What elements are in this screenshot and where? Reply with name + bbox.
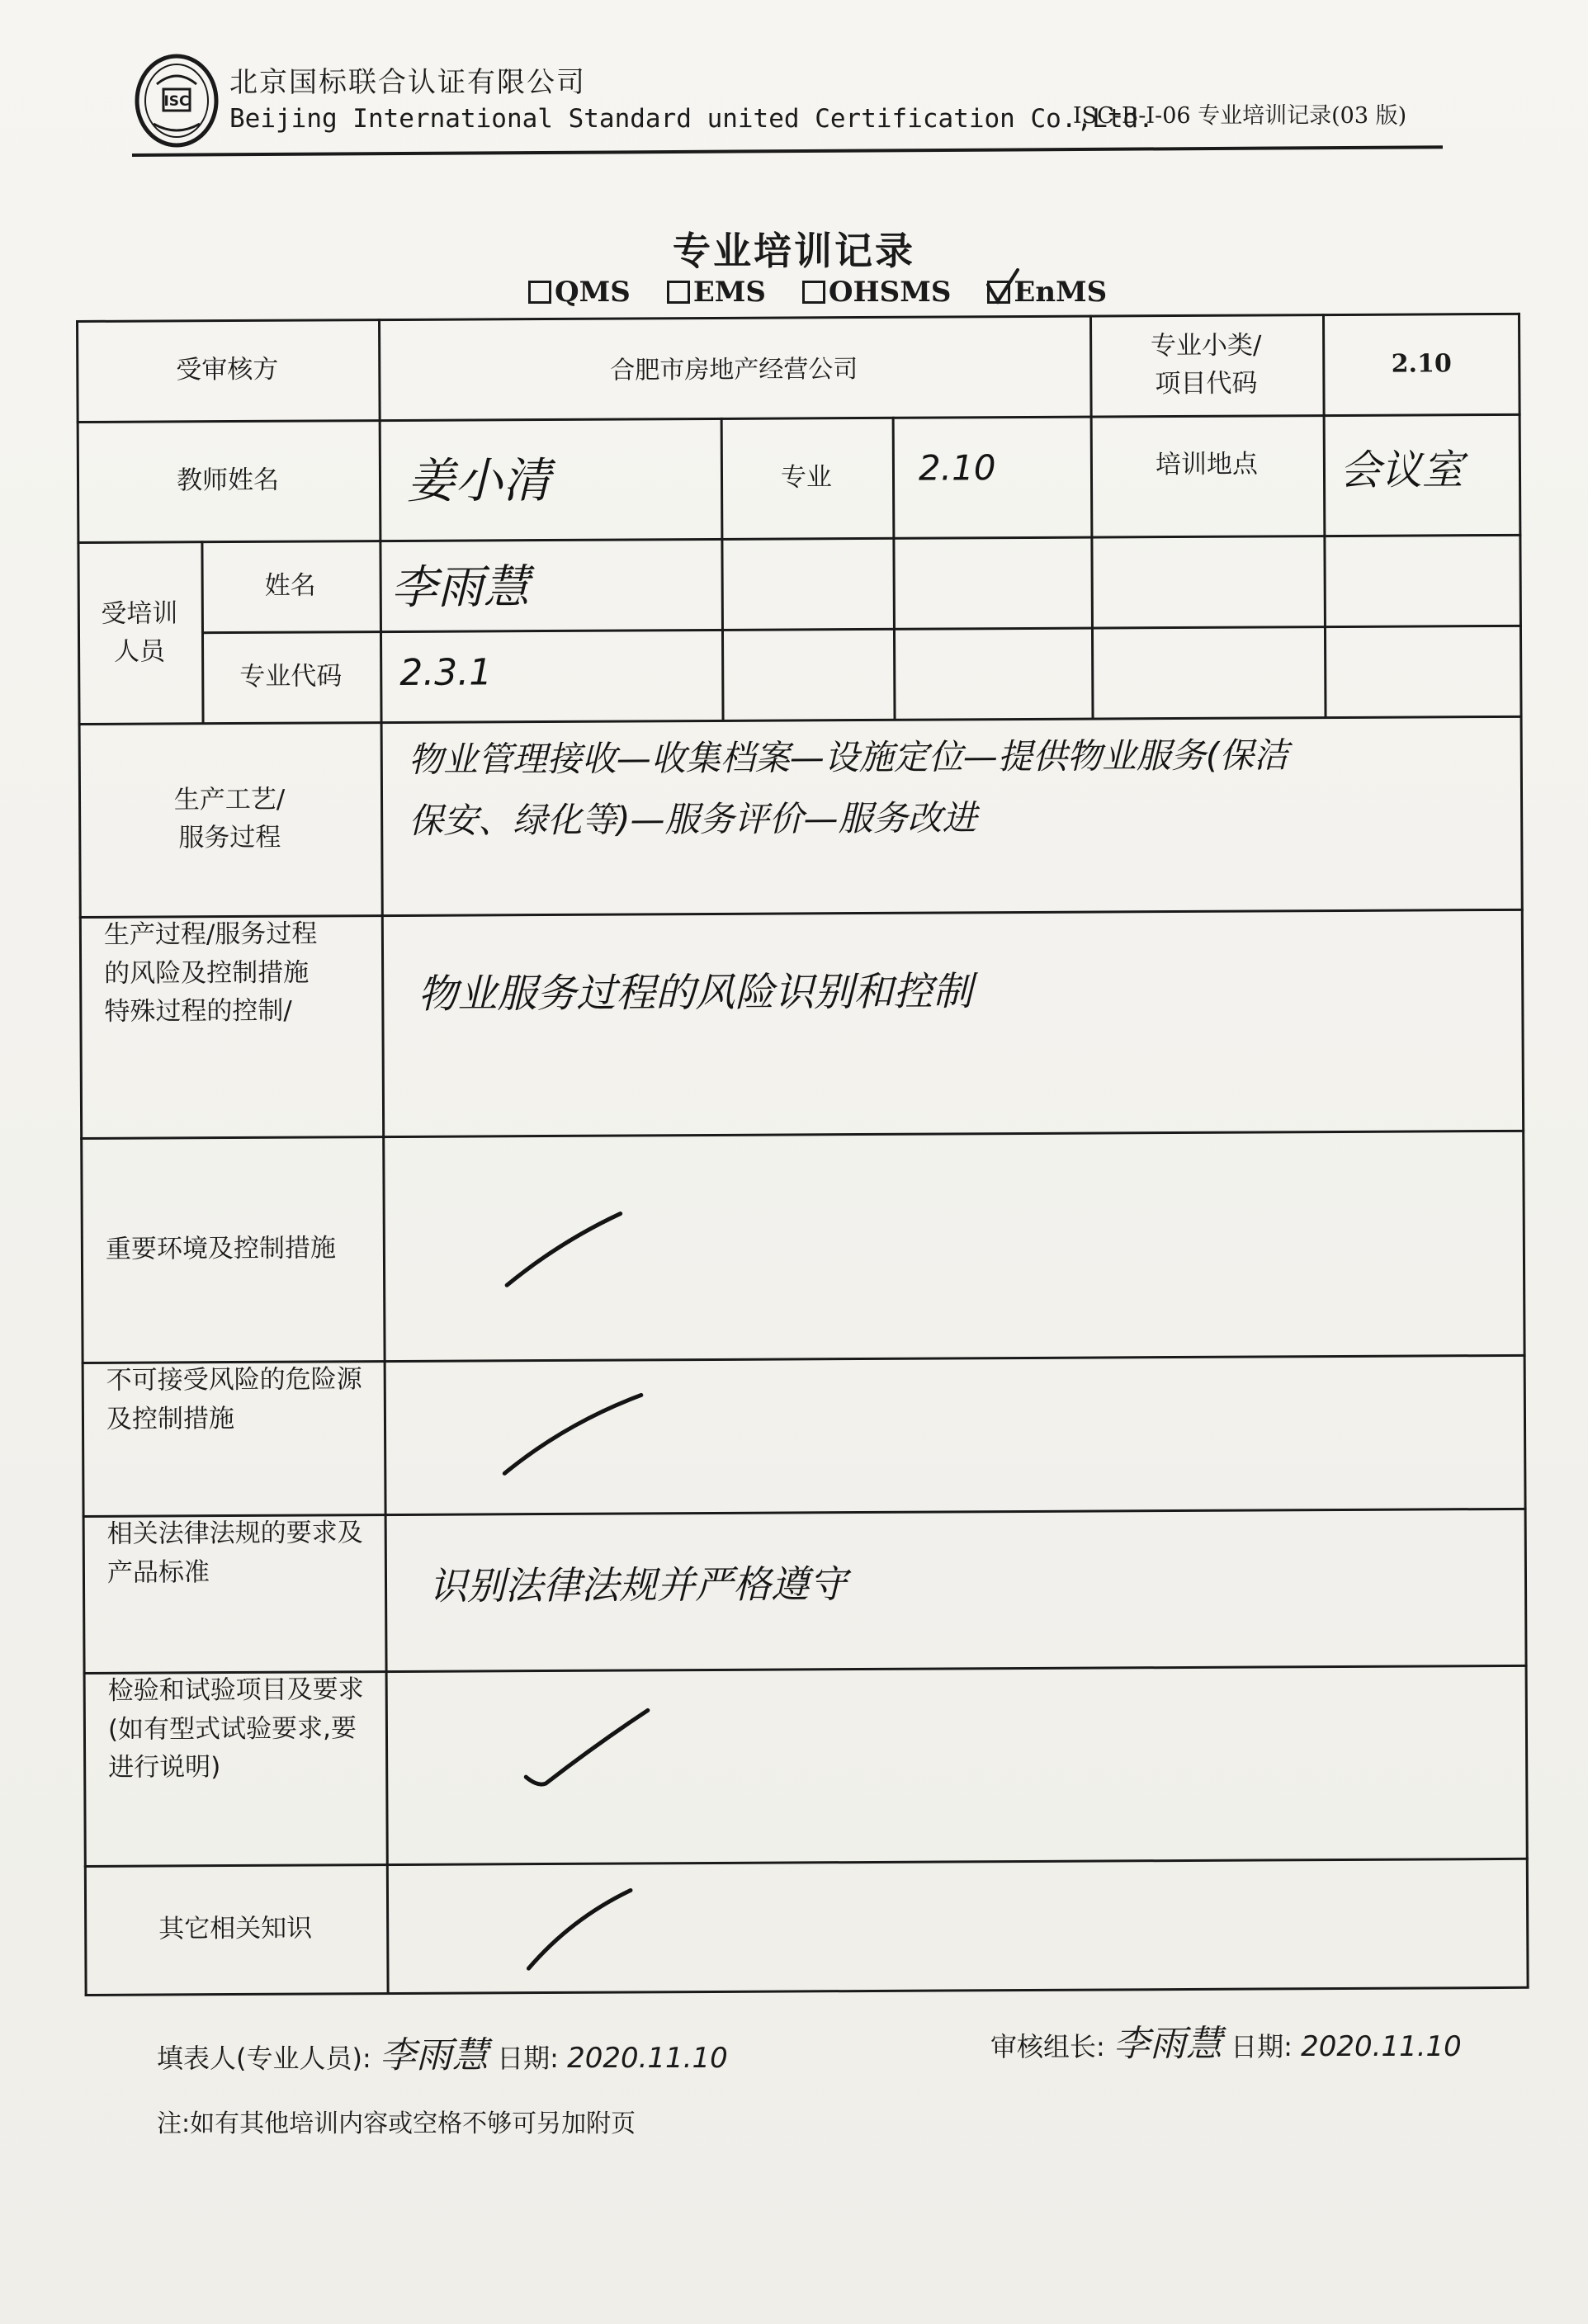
other-knowledge-label: 其它相关知识 [158, 1913, 313, 1944]
hazard-label: 不可接受风险的危险源 及控制措施 [106, 1364, 362, 1434]
location-label: 培训地点 [1155, 449, 1259, 479]
footnote: 注:如有其他培训内容或空格不够可另加附页 [157, 2109, 636, 2138]
process-value-line1: 物业管理接收—收集档案—设施定位—提供物业服务(保洁 [408, 735, 1289, 780]
filler-label: 填表人(专业人员): [157, 2043, 371, 2074]
not-applicable-slash-icon [502, 1209, 626, 1292]
process-value-line2: 保安、绿化等)—服务评价—服务改进 [409, 797, 977, 841]
filler-signature-row [157, 2025, 728, 2078]
checkmark-icon [985, 268, 1021, 308]
risk-label: 生产过程/服务过程 的风险及控制措施 特殊过程的控制/ [103, 919, 318, 1027]
trainee-code-value: 2.3.1 [399, 651, 493, 694]
subcategory-value: 2.10 [1391, 348, 1452, 379]
law-label: 相关法律法规的要求及 产品标准 [106, 1518, 363, 1588]
test-label: 检验和试验项目及要求 (如有型式试验要求,要 进行说明) [107, 1675, 364, 1783]
filler-signature: 李雨慧 [379, 2034, 489, 2076]
company-name-en: Beijing International Standard united Certification Co.,Ltd. [229, 104, 1154, 134]
teacher-label: 教师姓名 [176, 465, 280, 496]
checkbox-icon[interactable] [802, 281, 825, 304]
not-applicable-slash-icon [499, 1390, 649, 1481]
auditee-value: 合肥市房地产经营公司 [610, 355, 858, 385]
document-title: 专业培训记录 [673, 229, 915, 273]
form-code: ISC-B-I-06 专业培训记录(03 版) [1073, 103, 1407, 129]
standard-checkboxes [528, 276, 1107, 309]
process-label: 生产工艺/ 服务过程 [173, 784, 286, 853]
checkbox-icon[interactable] [528, 281, 551, 304]
law-value: 识别法律法规并严格遵守 [428, 1561, 848, 1608]
company-logo [132, 51, 221, 150]
leader-date: 2020.11.10 [1301, 2030, 1462, 2063]
location-value: 会议室 [1339, 446, 1464, 494]
auditee-label: 受审核方 [176, 354, 279, 385]
leader-label: 审核组长: [990, 2031, 1105, 2062]
filler-date-label: 日期: [497, 2043, 559, 2074]
standard-qms[interactable]: QMS [528, 276, 631, 309]
not-applicable-slash-icon [521, 1703, 654, 1795]
major-label: 专业 [780, 461, 833, 493]
subcategory-label: 专业小类/ 项目代码 [1150, 329, 1262, 399]
teacher-value: 姜小清 [406, 451, 551, 509]
leader-signature: 李雨慧 [1113, 2023, 1222, 2065]
trainee-name-value: 李雨慧 [390, 560, 530, 616]
not-applicable-slash-icon [522, 1885, 638, 1977]
checkbox-checked-icon[interactable] [987, 281, 1010, 304]
standard-ohsms[interactable]: OHSMS [802, 276, 951, 309]
checkbox-icon[interactable] [667, 281, 690, 304]
svg-text:ISC: ISC [163, 93, 190, 110]
filler-date: 2020.11.10 [567, 2042, 728, 2075]
training-record-form [76, 313, 1529, 1996]
environment-label: 重要环境及控制措施 [105, 1233, 336, 1264]
trainee-name-label: 姓名 [264, 570, 316, 601]
standard-ems[interactable]: EMS [667, 276, 766, 309]
risk-value: 物业服务过程的风险识别和控制 [418, 968, 973, 1018]
trainee-label: 受培训 人员 [101, 598, 178, 667]
leader-signature-row [990, 2014, 1462, 2067]
major-value: 2.10 [918, 447, 996, 489]
company-name-cn: 北京国标联合认证有限公司 [229, 66, 586, 99]
standard-enms[interactable]: EnMS [987, 276, 1107, 309]
header-divider [132, 145, 1443, 157]
leader-date-label: 日期: [1231, 2031, 1293, 2062]
trainee-code-label: 专业代码 [239, 661, 343, 692]
